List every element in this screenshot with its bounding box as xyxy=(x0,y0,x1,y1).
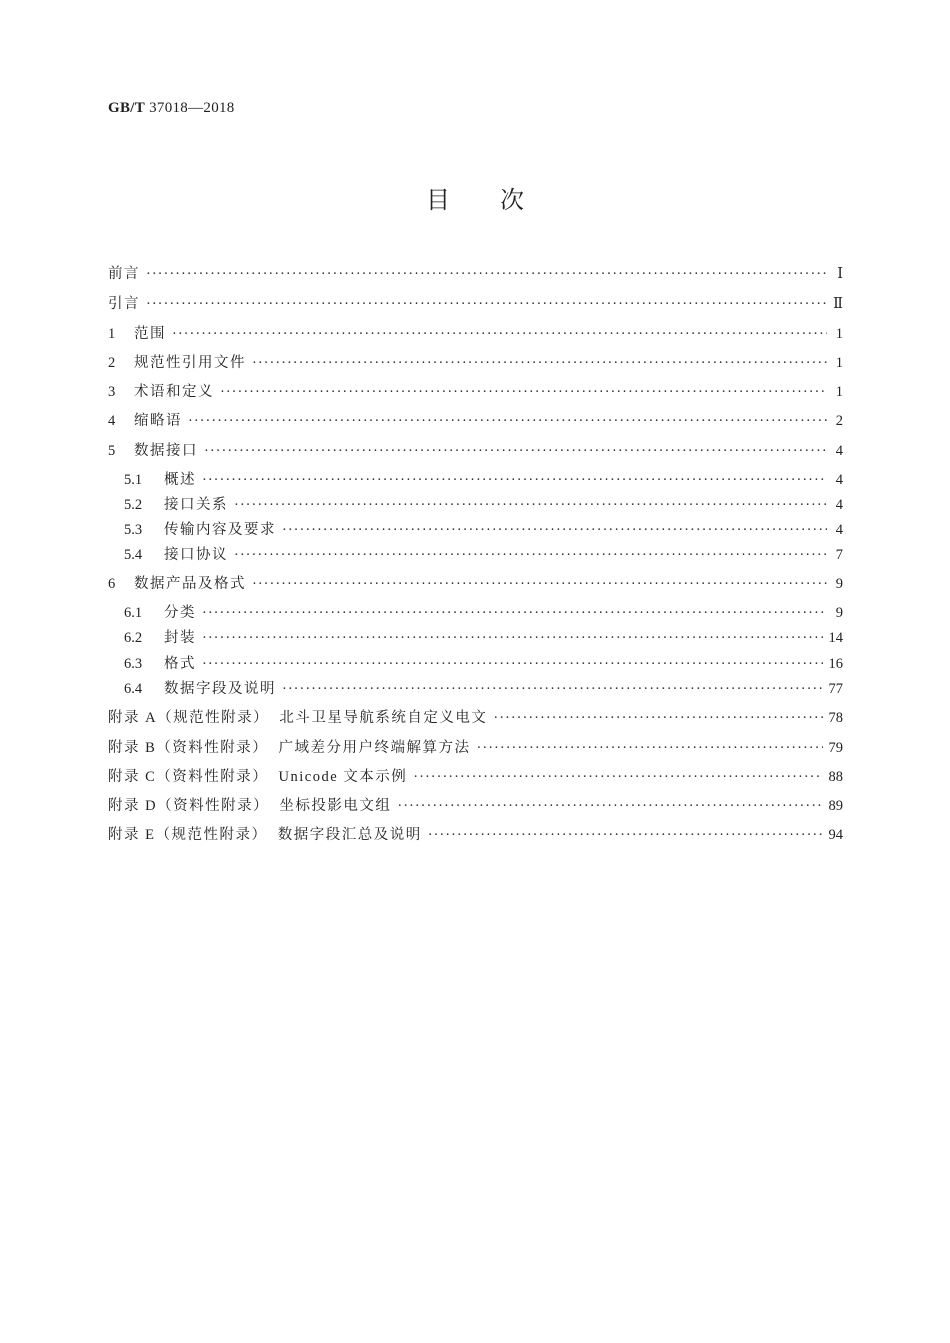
toc-entry-label: 概述 xyxy=(164,472,196,488)
toc-entry-label: 分类 xyxy=(164,605,196,621)
dot-leader xyxy=(204,443,827,460)
dot-leader xyxy=(172,326,827,343)
toc-entry-number: 6 xyxy=(108,576,116,592)
toc-entry-number: 6.4 xyxy=(124,681,143,697)
toc-entry-label: 格式 xyxy=(164,656,196,672)
toc-entry[interactable] xyxy=(108,736,843,756)
toc-entry-page: 4 xyxy=(835,443,843,459)
toc-entry-label: 附录 C（资料性附录） Unicode 文本示例 xyxy=(108,769,408,785)
toc-entry-page: 16 xyxy=(828,656,843,672)
standard-prefix: GB/T xyxy=(108,100,146,116)
toc-entry-page: 4 xyxy=(835,472,843,488)
toc-entry[interactable] xyxy=(124,677,843,697)
toc-entry-number: 5 xyxy=(108,443,116,459)
toc-entry[interactable] xyxy=(108,439,843,459)
toc-entry-page: 79 xyxy=(828,740,843,756)
toc-entry-page: 94 xyxy=(828,827,843,843)
dot-leader xyxy=(397,798,822,815)
toc-entry-label: 接口协议 xyxy=(164,547,228,563)
toc-entry[interactable] xyxy=(124,518,843,538)
toc-entry-page: 4 xyxy=(835,497,843,513)
dot-leader xyxy=(428,827,823,844)
toc-entry-label: 附录 E（规范性附录） 数据字段汇总及说明 xyxy=(108,827,422,843)
dot-leader xyxy=(202,656,823,673)
toc-entry-number: 4 xyxy=(108,413,116,429)
toc-entry-page: 9 xyxy=(835,576,843,592)
toc-entry-page: 1 xyxy=(835,326,843,342)
dot-leader xyxy=(493,710,822,727)
toc-entry-page: 4 xyxy=(835,522,843,538)
toc-entry[interactable] xyxy=(108,292,843,312)
dot-leader xyxy=(220,384,827,401)
toc-entry-label: 术语和定义 xyxy=(134,384,214,400)
dot-leader xyxy=(252,576,827,593)
standard-code xyxy=(108,100,235,117)
dot-leader xyxy=(477,740,823,757)
toc-entry[interactable] xyxy=(108,351,843,371)
toc-entry-page: 14 xyxy=(828,630,843,646)
toc-entry[interactable] xyxy=(124,652,843,672)
toc-entry-page: 78 xyxy=(828,710,843,726)
toc-entry-page: 2 xyxy=(835,413,843,429)
toc-entry-label: 数据字段及说明 xyxy=(164,681,276,697)
toc-entry-label: 附录 B（资料性附录） 广域差分用户终端解算方法 xyxy=(108,740,471,756)
toc-entry[interactable] xyxy=(108,380,843,400)
toc-entry-label: 缩略语 xyxy=(134,413,182,429)
toc-entry-number: 5.4 xyxy=(124,547,143,563)
dot-leader xyxy=(202,630,823,647)
toc-entry[interactable] xyxy=(108,262,843,282)
toc-entry-label: 数据接口 xyxy=(134,443,198,459)
toc-entry-number: 6.3 xyxy=(124,656,143,672)
toc-entry[interactable] xyxy=(108,706,843,726)
dot-leader xyxy=(252,355,827,372)
toc-entry-page: 1 xyxy=(835,384,843,400)
toc-entry-page: 77 xyxy=(828,681,843,697)
dot-leader xyxy=(234,497,827,514)
toc-entry-number: 5.3 xyxy=(124,522,143,538)
toc-entry-number: 3 xyxy=(108,384,116,400)
toc-entry-page: 9 xyxy=(835,605,843,621)
toc-entry-number: 5.1 xyxy=(124,472,143,488)
toc-entry-page: 1 xyxy=(835,355,843,371)
toc-entry-number: 2 xyxy=(108,355,116,371)
dot-leader xyxy=(413,769,822,786)
toc-entry-label: 附录 D（资料性附录） 坐标投影电文组 xyxy=(108,798,392,814)
toc-entry[interactable] xyxy=(108,572,843,592)
toc-entry-number: 6.2 xyxy=(124,630,143,646)
toc-entry[interactable] xyxy=(108,794,843,814)
toc-entry[interactable] xyxy=(124,468,843,488)
toc-entry-label: 引言 xyxy=(108,296,140,312)
toc-entry-page: 88 xyxy=(828,769,843,785)
dot-leader xyxy=(282,681,823,698)
toc-entry-label: 范围 xyxy=(134,326,166,342)
toc-entry-label: 封装 xyxy=(164,630,196,646)
toc-entry-number: 6.1 xyxy=(124,605,143,621)
toc-entry-page: 7 xyxy=(835,547,843,563)
toc-entry-label: 规范性引用文件 xyxy=(134,355,246,371)
toc-entry[interactable] xyxy=(124,543,843,563)
toc-entry-label: 接口关系 xyxy=(164,497,228,513)
toc-entry-number: 1 xyxy=(108,326,116,342)
standard-number: 37018—2018 xyxy=(149,100,235,116)
toc-entry[interactable] xyxy=(108,823,843,843)
toc-entry[interactable] xyxy=(108,765,843,785)
toc-entry-page: 89 xyxy=(828,798,843,814)
toc-entry[interactable] xyxy=(124,601,843,621)
dot-leader xyxy=(202,605,827,622)
toc-entry-number: 5.2 xyxy=(124,497,143,513)
toc-entry[interactable] xyxy=(108,322,843,342)
dot-leader xyxy=(234,547,827,564)
toc-entry-page: Ⅰ xyxy=(837,266,843,282)
toc-entry-label: 附录 A（规范性附录） 北斗卫星导航系统自定义电文 xyxy=(108,710,488,726)
toc-entry-label: 传输内容及要求 xyxy=(164,522,276,538)
page-title: 目次 xyxy=(426,186,574,214)
dot-leader xyxy=(146,296,827,313)
toc-entry[interactable] xyxy=(108,409,843,429)
toc-entry-label: 数据产品及格式 xyxy=(134,576,246,592)
toc-entry-label: 前言 xyxy=(108,266,140,282)
toc-entry[interactable] xyxy=(124,626,843,646)
dot-leader xyxy=(282,522,827,539)
dot-leader xyxy=(146,266,827,283)
dot-leader xyxy=(188,413,827,430)
dot-leader xyxy=(202,472,827,489)
toc-entry-page: Ⅱ xyxy=(833,296,843,312)
toc-entry[interactable] xyxy=(124,493,843,513)
